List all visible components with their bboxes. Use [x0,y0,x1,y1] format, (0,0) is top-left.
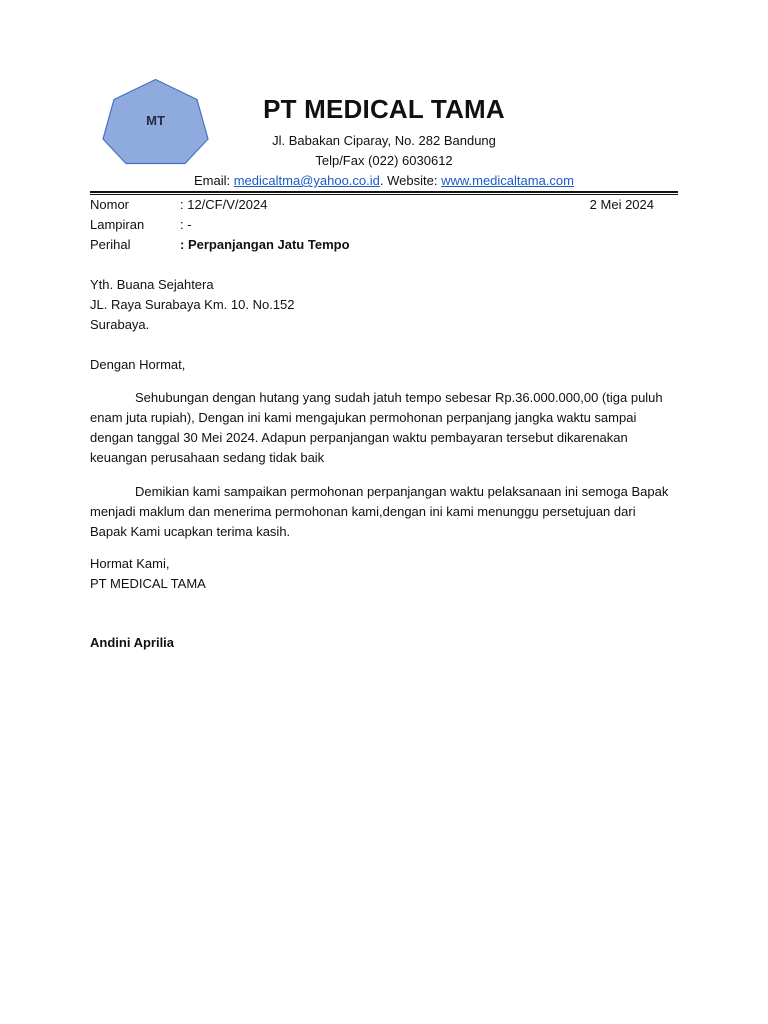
header-divider-thick [90,191,678,193]
logo-initials: MT [146,113,165,128]
letter-date: 2 Mei 2024 [589,197,654,212]
nomor-value: : 12/CF/V/2024 [180,197,268,212]
recipient-name: Yth. Buana Sejahtera [90,277,214,292]
email-label: Email: [193,173,234,188]
body-paragraph-1: Sehubungan dengan hutang yang sudah jatuh tempo sebesar Rp.36.000.000,00 (tiga puluh enam juta rupiah), Dengan ini kami mengajukan permohonan perpanjang jangka waktu sampai dengan tanggal 30 Mei 2024. Adapun perpanjangan waktu pembayaran tersebut dikarenakan keuangan perusahaan sedang tidak baik [90,390,663,465]
meta-row-nomor [90,197,660,215]
company-phone: Telp/Fax (022) 6030612 [315,153,453,168]
lampiran-value: : - [180,217,192,232]
website-link[interactable]: www.medicaltama.com [441,173,574,188]
meta-row-perihal [90,237,660,255]
nomor-label: Nomor [90,197,130,212]
email-link[interactable]: medicaltma@yahoo.co.id [233,173,380,188]
recipient-street: JL. Raya Surabaya Km. 10. No.152 [90,297,295,312]
closing-company: PT MEDICAL TAMA [90,576,206,591]
body-paragraph-2: Demikian kami sampaikan permohonan perpanjangan waktu pelaksanaan ini semoga Bapak menjadi maklum dan menerima permohonan kami,dengan ini kami menunggu persetujuan dari Bapak Kami ucapkan terima kasih. [90,484,669,539]
meta-row-lampiran [90,217,660,235]
company-address: Jl. Babakan Ciparay, No. 282 Bandung [272,133,496,148]
header-divider-thin [90,194,678,195]
closing-regards: Hormat Kami, [90,556,170,571]
lampiran-label: Lampiran [90,217,145,232]
perihal-value: : Perpanjangan Jatu Tempo [180,237,350,252]
website-label: . Website: [379,173,442,188]
company-name: PT MEDICAL TAMA [263,94,505,124]
recipient-city: Surabaya. [90,317,150,332]
greeting: Dengan Hormat, [90,357,186,372]
company-contact-line [0,173,768,188]
signer-name: Andini Aprilia [90,635,175,650]
perihal-label: Perihal [90,237,131,252]
